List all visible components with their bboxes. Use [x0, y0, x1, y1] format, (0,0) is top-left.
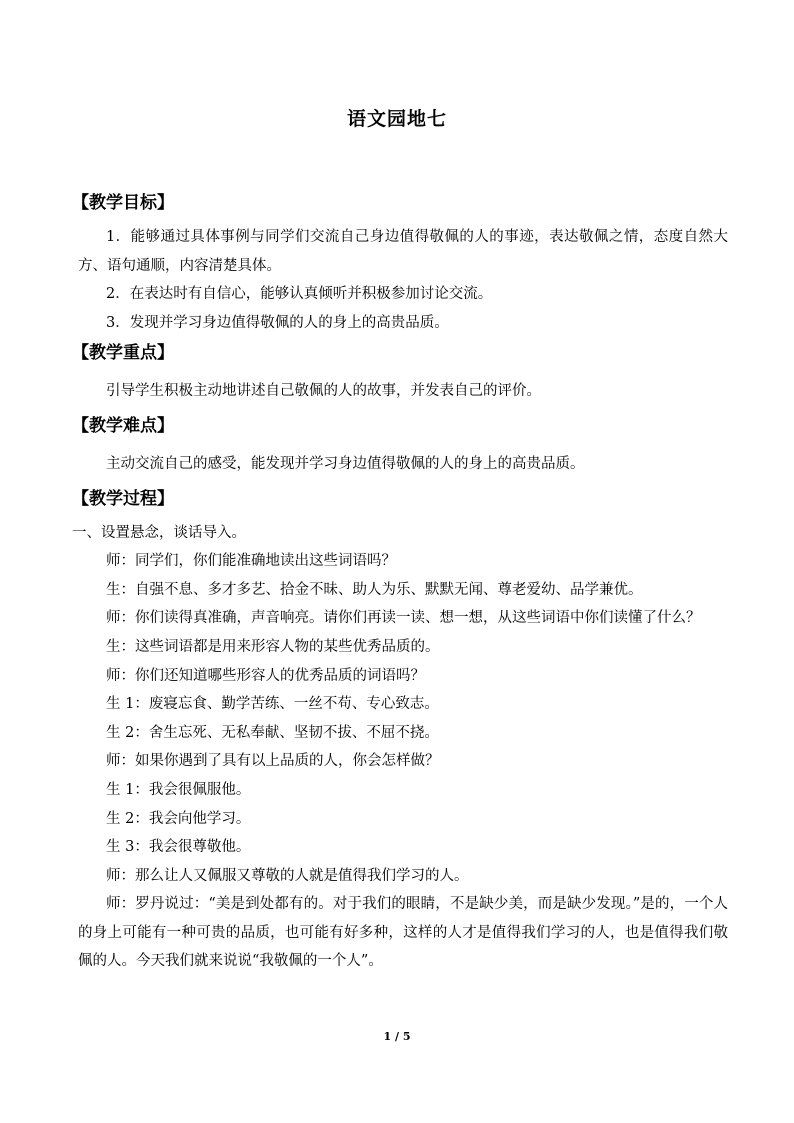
goal-item-2: 2．在表达时有自信心，能够认真倾听并积极参加讨论交流。 — [106, 286, 493, 303]
dialogue-line: 生 2：我会向他学习。 — [106, 810, 251, 827]
dialogue-line: 生 1：废寝忘食、勤学苦练、一丝不苟、专心致志。 — [106, 696, 439, 713]
dialogue-line: 生 2：舍生忘死、无私奉献、坚韧不拔、不屈不挠。 — [106, 724, 439, 741]
dialogue-line: 师：你们读得真准确，声音响亮。请你们再读一读、想一想，从这些词语中你们读懂了什么？ — [106, 610, 701, 627]
key-points-text: 引导学生积极主动地讲述自己敬佩的人的故事，并发表自己的评价。 — [106, 383, 541, 400]
difficulties-text: 主动交流自己的感受，能发现并学习身边值得敬佩的人的身上的高贵品质。 — [106, 455, 585, 472]
page-number: 1 / 5 — [383, 1030, 411, 1043]
section-heading-difficulties: 【教学难点】 — [72, 415, 174, 436]
dialogue-line: 生：自强不息、多才多艺、拾金不昧、助人为乐、默默无闻、尊老爱幼、品学兼优。 — [106, 581, 643, 598]
process-step-1: 一、设置悬念，谈话导入。 — [72, 524, 246, 541]
document-body — [72, 187, 728, 976]
section-heading-process: 【教学过程】 — [72, 488, 174, 509]
page-title: 语文园地七 — [346, 108, 447, 130]
goal-item-3: 3．发现并学习身边值得敬佩的人的身上的高贵品质。 — [106, 314, 449, 331]
dialogue-line: 生 1：我会很佩服他。 — [106, 781, 251, 798]
dialogue-line: 生 3：我会很尊敬他。 — [106, 839, 251, 856]
goal-item-1: 1．能够通过具体事例与同学们交流自己身边值得敬佩的人的事迹，表达敬佩之情，态度自然大方、语句通顺，内容清楚具体。 — [78, 229, 728, 274]
dialogue-line: 师：罗丹说过：“美是到处都有的。对于我们的眼睛，不是缺少美，而是缺少发现。”是的，一个人的身上可能有一种可贵的品质，也可能有好多种，这样的人才是值得我们学习的人，也是值得我们敬佩的人。今天我们就来说说“我敬佩的一个人”。 — [78, 896, 728, 970]
dialogue-line: 师：你们还知道哪些形容人的优秀品质的词语吗？ — [106, 667, 425, 684]
dialogue-line: 师：如果你遇到了具有以上品质的人，你会怎样做？ — [106, 753, 440, 770]
dialogue-line: 师：同学们，你们能准确地读出这些词语吗？ — [106, 553, 396, 570]
section-heading-key-points: 【教学重点】 — [72, 343, 174, 364]
dialogue-line: 师：那么让人又佩服又尊敬的人就是值得我们学习的人。 — [106, 867, 469, 884]
dialogue-line: 生：这些词语都是用来形容人物的某些优秀品质的。 — [106, 638, 440, 655]
section-heading-goals: 【教学目标】 — [72, 193, 174, 213]
